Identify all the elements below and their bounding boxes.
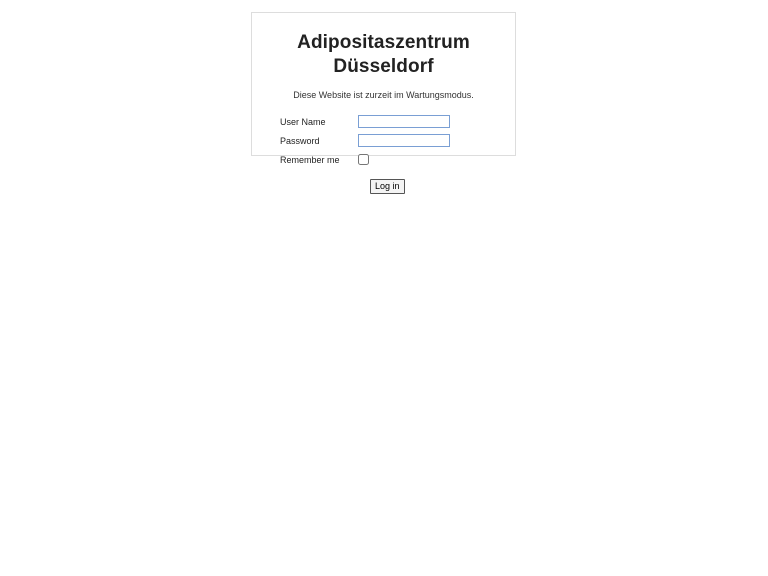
username-row — [280, 114, 499, 129]
username-label: User Name — [280, 116, 326, 127]
remember-me-label: Remember me — [280, 154, 340, 165]
login-panel-inner — [252, 13, 515, 204]
login-form — [268, 114, 499, 194]
username-input[interactable] — [358, 115, 450, 128]
login-button[interactable]: Log in — [370, 179, 405, 194]
remember-me-checkbox[interactable] — [358, 154, 369, 165]
password-input[interactable] — [358, 134, 450, 147]
login-panel — [251, 12, 516, 191]
login-button-row — [280, 176, 499, 194]
page-title: Adipositaszentrum Düsseldorf — [297, 32, 470, 77]
remember-me-row — [280, 152, 499, 167]
password-row — [280, 133, 499, 148]
password-label: Password — [280, 135, 320, 146]
maintenance-notice: Diese Website ist zurzeit im Wartungsmodus. — [293, 90, 474, 100]
